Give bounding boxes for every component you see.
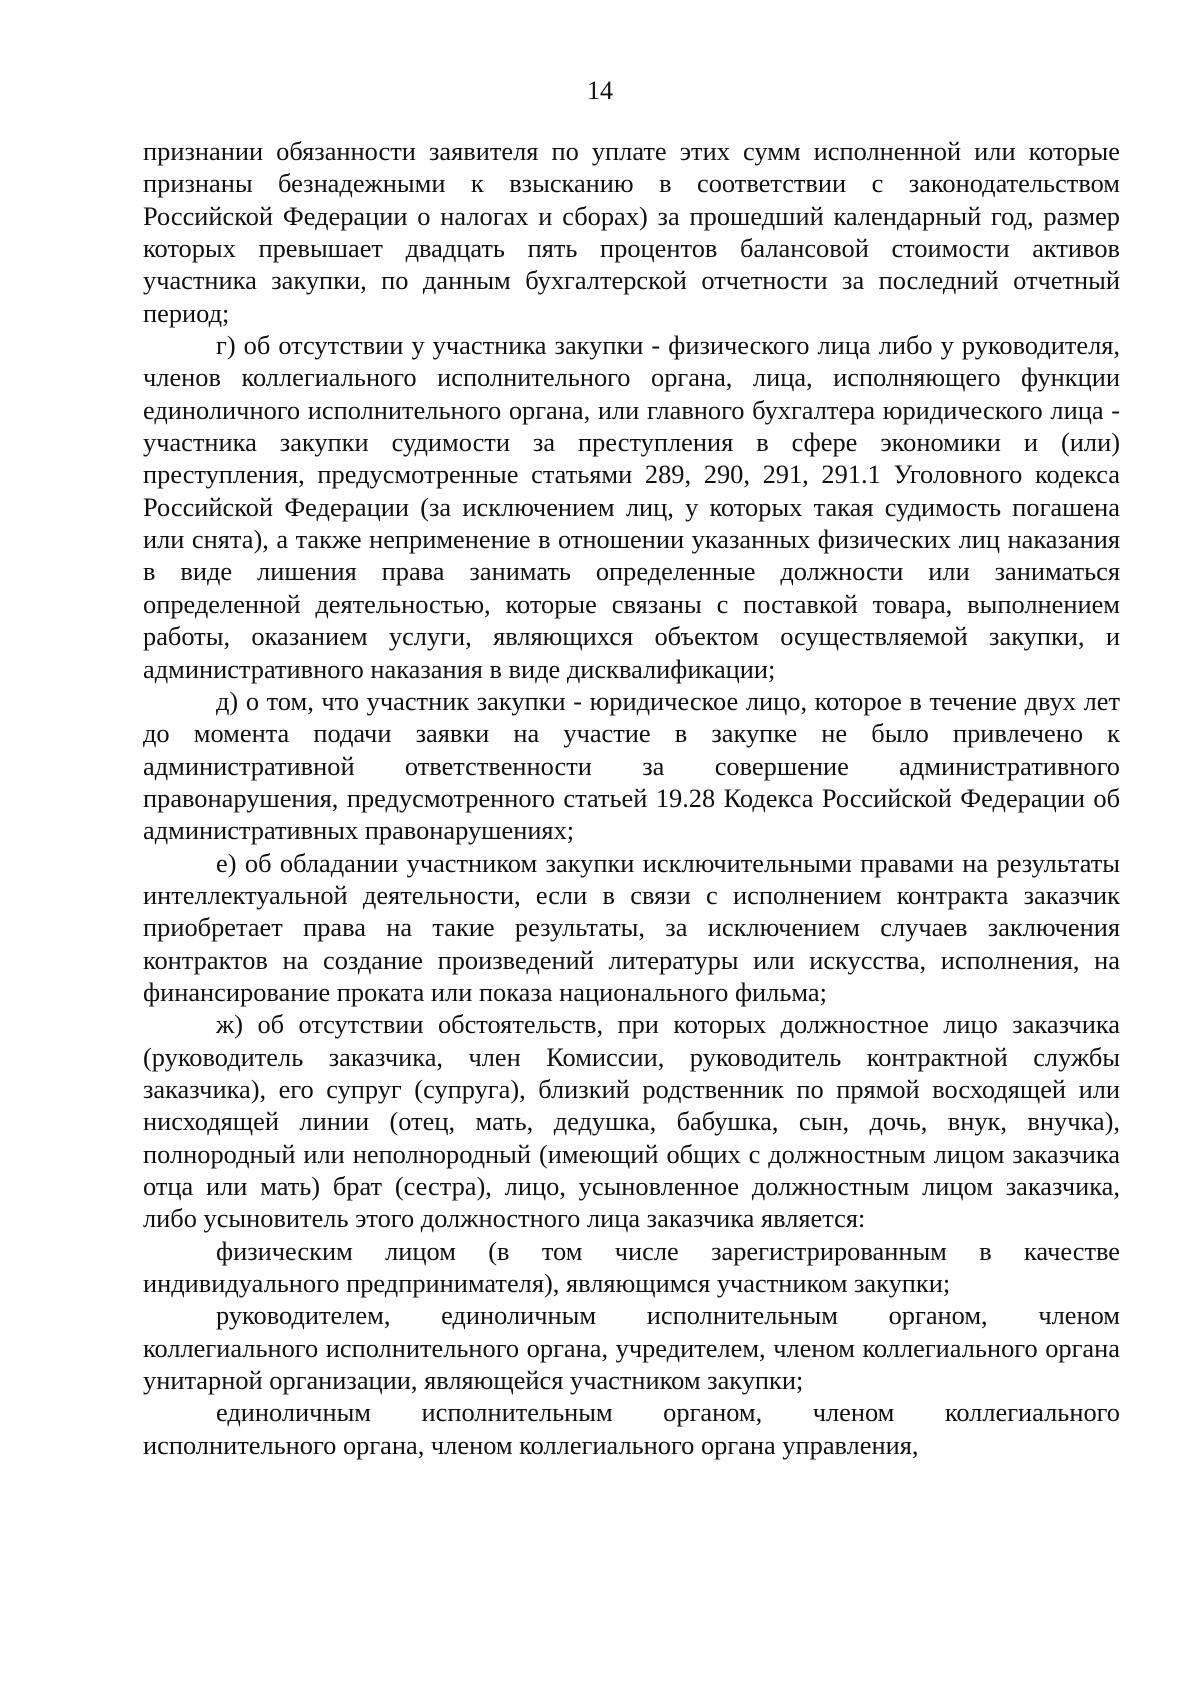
paragraph-item-e: е) об обладании участником закупки исключительными правами на результаты интеллектуальной деятельности, если в связи с исполнением контракта заказчик приобретает права на такие результаты, за исключением случаев заключения контрактов на создание произведений литературы или искусства, исполнения, на финансирование проката или показа национального фильма;	[143, 847, 1120, 1007]
document-body	[143, 135, 1120, 1461]
paragraph-head-of-organization: руководителем, единоличным исполнительным органом, членом коллегиального исполнительного органа, учредителем, членом коллегиального органа унитарной организации, являющейся участником закупки;	[143, 1300, 1120, 1396]
paragraph-physical-person: физическим лицом (в том числе зарегистрированным в качестве индивидуального предпринимателя), являющимся участником закупки;	[143, 1235, 1120, 1299]
page-number: 14	[587, 76, 613, 105]
paragraph-sole-executive-body: единоличным исполнительным органом, членом коллегиального исполнительного органа, членом коллегиального органа управления,	[143, 1397, 1120, 1460]
paragraph-item-g: г) об отсутствии у участника закупки - физического лица либо у руководителя, членов коллегиального исполнительного органа, лица, исполняющего функции единоличного исполнительного органа, или главного бухгалтера юридического лица - участника закупки судимости за преступления в сфере экономики и (или) преступления, предусмотренные статьями 289, 290, 291, 291.1 Уголовного кодекса Российской Федерации (за исключением лиц, у которых такая судимость погашена или снята), а также неприменение в отношении указанных физических лиц наказания в виде лишения права занимать определенные должности или заниматься определенной деятельностью, которые связаны с поставкой товара, выполнением работы, оказанием услуги, являющихся объектом осуществляемой закупки, и административного наказания в виде дисквалификации;	[143, 330, 1120, 684]
paragraph-continuation: признании обязанности заявителя по уплате этих сумм исполненной или которые признаны безнадежными к взысканию в соответствии с законодательством Российской Федерации о налогах и сборах) за прошедший календарный год, размер которых превышает двадцать пять процентов балансовой стоимости активов участника закупки, по данным бухгалтерской отчетности за последний отчетный период;	[143, 136, 1120, 328]
paragraph-item-zh: ж) об отсутствии обстоятельств, при которых должностное лицо заказчика (руководитель заказчика, член Комиссии, руководитель контрактной службы заказчика), его супруг (супруга), близкий родственник по прямой восходящей или нисходящей линии (отец, мать, дедушка, бабушка, сын, дочь, внук, внучка), полнородный или неполнородный (имеющий общих с должностным лицом заказчика отца или мать) брат (сестра), лицо, усыновленное должностным лицом заказчика, либо усыновитель этого должностного лица заказчика является:	[143, 1009, 1120, 1234]
paragraph-item-d: д) о том, что участник закупки - юридическое лицо, которое в течение двух лет до момента подачи заявки на участие в закупке не было привлечено к административной ответственности за совершение административного правонарушения, предусмотренного статьей 19.28 Кодекса Российской Федерации об административных правонарушениях;	[143, 685, 1120, 846]
